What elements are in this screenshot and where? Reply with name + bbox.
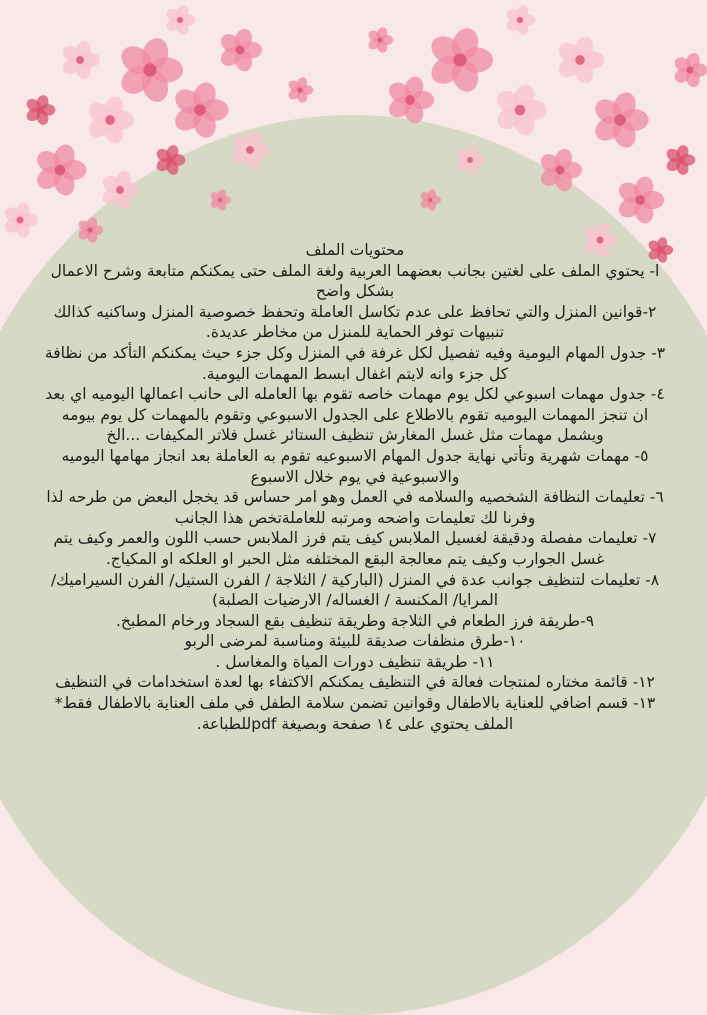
document-title: محتويات الملف (305, 241, 405, 259)
flower-icon (555, 34, 604, 86)
flower-icon (209, 188, 231, 212)
flower-icon (537, 146, 582, 193)
flower-icon (615, 174, 664, 226)
flower-icon (24, 94, 55, 127)
list-item: ٤- جدول مهمات اسبوعي لكل يوم مهمات خاصه تقوم بها العامله الى حانب اعمالها اليوميه اي بعد ان تنجز المهمات اليوميه تقوم بالاطلاع على الجدول الاسبوعي وتقوم بالمهمات كل يوم بيومه ويشمل مهمات مثل غسل المغارش تنظيف الستائر غسل فلاتر المكيفات ...الخ (45, 385, 665, 445)
list-item: ٨- تعليمات لتنظيف جوانب عدة في المنزل (الباركية / الثلاجة / الفرن الستيل/ الفرن السيراميك/المرايا/ المكنسة / الغساله/ الارضيات الصلبة) (50, 570, 660, 610)
flower-icon (664, 144, 695, 177)
flower-icon (493, 82, 547, 138)
footer-note: الملف يحتوي على ١٤ صفحة وبصيغة pdfللطباعة. (196, 714, 514, 733)
list-item: ١٣- قسم اضافي للعناية بالاطفال وقوانين تضمن سلامة الطفل في ملف العناية بالاطفال فقط* (54, 694, 656, 713)
flower-icon (2, 201, 38, 239)
flower-icon (454, 144, 485, 177)
flower-icon (154, 144, 185, 177)
flower-icon (385, 74, 434, 126)
document-body (40, 240, 670, 734)
flower-icon (426, 25, 493, 96)
list-item: ٥- مهمات شهرية وتأتي نهاية جدول المهام الاسبوعيه تقوم به العاملة بعد انجاز مهامها اليوميه والاسبوعية في يوم خلال الاسبوع (61, 446, 649, 486)
flower-icon (60, 39, 100, 81)
list-item: ٣- جدول المهام اليومية وفيه تفصيل لكل غرفة في المنزل وكل جزء حيث يمكنكم التأكد من نظافة كل جزء وانه لايتم اغفال ابسط المهمات اليومية. (44, 343, 666, 383)
flower-icon (419, 188, 441, 212)
list-item: ا- يحتوي الملف على لغتين بجانب بعضهما العربية ولغة الملف حتى يمكنكم متابعة وشرح الاعمال بشكل واضح (50, 261, 660, 301)
flower-icon (286, 76, 313, 104)
list-item: ٧- تعليمات مفصلة ودقيقة لغسيل الملابس كيف يتم فرز الملابس حسب اللون والعمر وكيف يتم غسل الجوارب وكيف يتم معالجة البقع المختلفه مثل الحبر او العلكه او المكياج. (53, 529, 657, 568)
flower-icon (164, 4, 195, 37)
flower-icon (170, 79, 228, 140)
list-item: ٦- تعليمات النظافة الشخصيه والسلامه في العمل وهو امر حساس قد يخجل البعض من طرحه لذا وفرنا لك تعليمات واضحه ومرتبه للعاملةتخص هذا الجانب (46, 488, 664, 527)
flower-icon (672, 51, 707, 89)
flower-icon (100, 169, 140, 211)
flower-icon (116, 35, 183, 106)
flower-icon (590, 89, 648, 150)
list-item: ٢-قوانين المنزل والتي تحافظ على عدم تكاسل العاملة وتحفظ خصوصية المنزل وساكنيه كذالك تنبيهات توفر الحماية للمنزل من مخاطر عديدة. (53, 302, 657, 342)
list-item: ١٠-طرق منظفات صديقة للبيئة ومناسبة لمرضى الربو (184, 632, 526, 651)
flower-icon (230, 129, 270, 171)
list-item: ١٢- قائمة مختاره لمنتجات فعالة في التنظيف يمكنكم الاكتفاء بها لعدة استخدامات في التنظيف (55, 673, 655, 692)
flower-icon (85, 94, 134, 146)
floral-decoration (0, 0, 707, 270)
flower-icon (33, 142, 87, 198)
flower-icon (504, 4, 535, 37)
flower-icon (217, 26, 262, 73)
list-item: ٩-طريقة فرز الطعام في الثلاجة وطريقة تنظيف بقع السجاد ورخام المطبخ. (115, 611, 595, 630)
list-item: ١١- طريقة تنظيف دورات المياة والمغاسل . (215, 652, 495, 671)
flower-icon (366, 26, 393, 54)
